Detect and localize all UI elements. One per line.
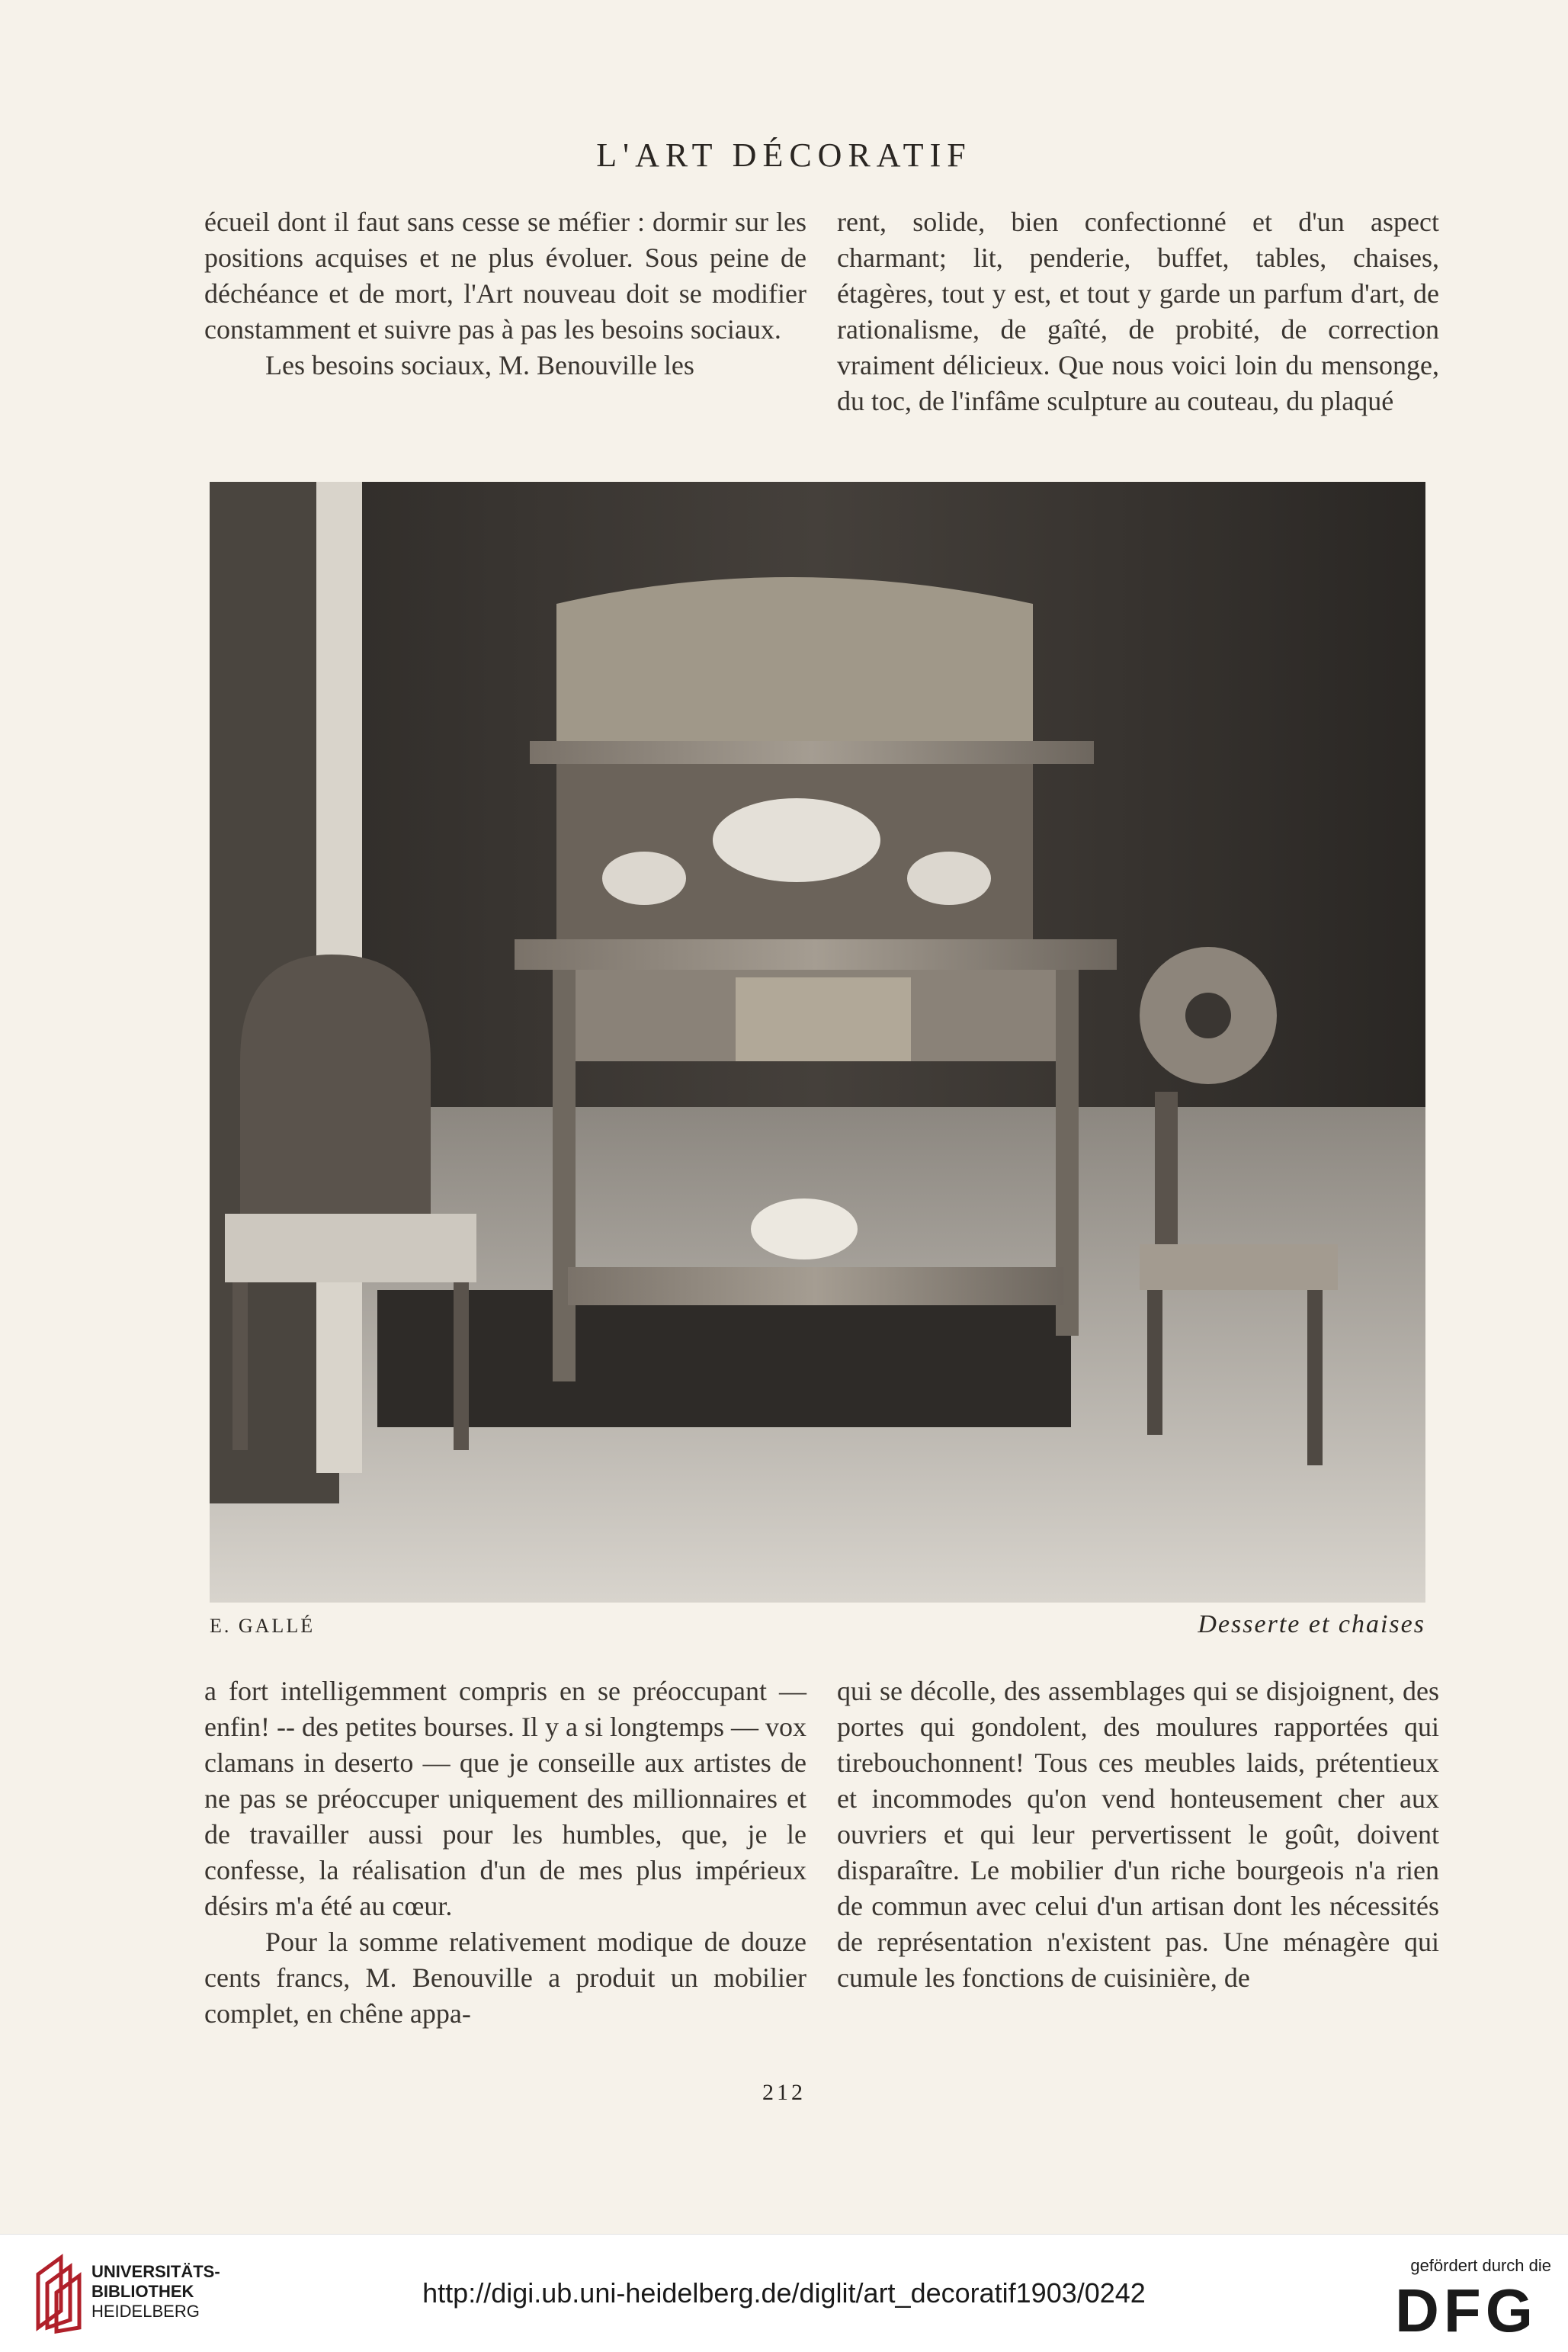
running-head: L'ART DÉCORATIF [596,136,972,174]
furniture-photograph [210,482,1425,1603]
paragraph: Les besoins sociaux, M. Benouville les [265,350,694,380]
digitization-footer [0,2234,1568,2352]
library-name-line: HEIDELBERG [91,2302,200,2321]
paragraph: qui se décolle, des assemblages qui se disjoignent, des portes qui gondolent, des moulures rapportées qui tirebouchonnent! Tous ces meubles laids, prétentieux et incommodes qu'on vend honteusement cher aux ouvriers et qui leur pervertissent le goût, doivent disparaître. Le mobilier d'un riche bourgeois n'a rien de commun avec celui d'un artisan dont les nécessités de représentation n'existent pas. Une ménagère qui cumule les fonctions de cuisinière, de [837,1676,1439,1993]
paragraph: écueil dont il faut sans cesse se méfier : dormir sur les positions acquises et ne plus évoluer. Sous peine de déchéance et de mort, l'Art nouveau doit se modifier constamment et suivre pas à pas les besoins sociaux. [204,207,806,345]
column-top-right [837,204,1439,419]
column-top-left [204,204,806,383]
library-name-line: UNIVERSITÄTS- [91,2262,220,2281]
library-name-line: BIBLIOTHEK [91,2282,194,2301]
paragraph: a fort intelligemment compris en se préoccupant — enfin! -- des petites bourses. Il y a si longtemps — vox clamans in deserto — que je conseille aux artistes de ne pas se préoccuper uniquement des millionnaires et de travailler aussi pour les humbles, que, je le confesse, la réalisation d'un de mes plus impérieux désirs m'a été au cœur. [204,1676,806,1921]
funder-text: gefördert durch die [1410,2256,1551,2275]
photo-illustration [210,482,1425,1603]
permalink-url[interactable]: http://digi.ub.uni-heidelberg.de/diglit/art_decoratif1903/0242 [422,2277,1146,2309]
paragraph: Pour la somme relativement modique de douze cents francs, M. Benouville a produit un mobilier complet, en chêne appa- [204,1927,806,2029]
column-bottom-left [204,1673,806,2032]
photo-caption: Desserte et chaises [1198,1610,1425,1638]
dfg-logo-icon: DFG [1395,2277,1538,2344]
photo-credit: E. GALLÉ [210,1615,316,1637]
page-number: 212 [762,2080,806,2105]
paragraph: rent, solide, bien confectionné et d'un aspect charmant; lit, penderie, buffet, tables, chaises, étagères, tout y est, et tout y garde un parfum d'art, de rationalisme, de gaîté, de probité, de correction vraiment délicieux. Que nous voici loin du mensonge, du toc, de l'infâme sculpture au couteau, du plaqué [837,207,1439,416]
column-bottom-right [837,1673,1439,1996]
